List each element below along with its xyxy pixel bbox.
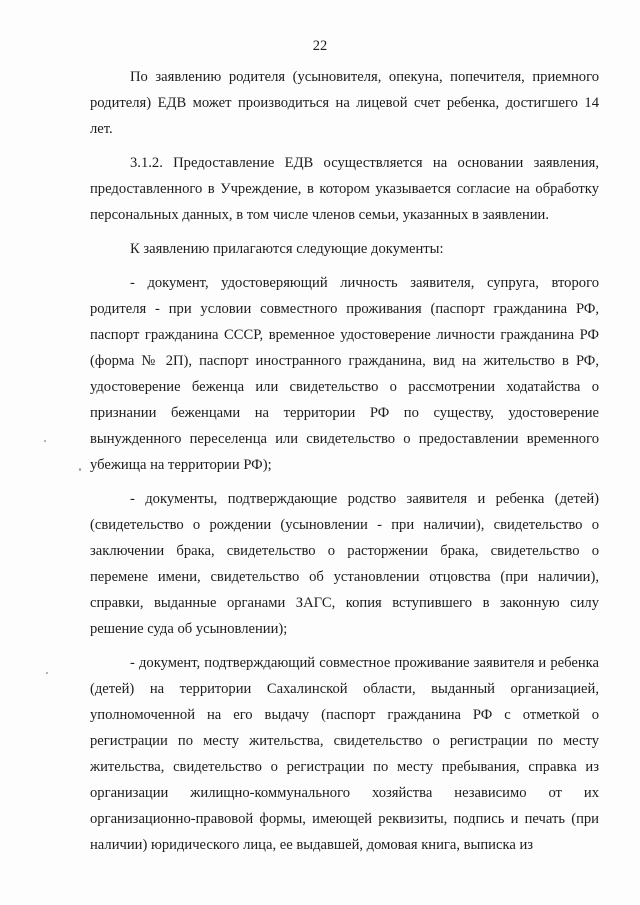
body-text	[90, 64, 599, 858]
paragraph-clause-3-1-2: 3.1.2. Предоставление ЕДВ осуществляется на основании заявления, предоставленного в Учреждение, в котором указывается согласие на обработку персональных данных, в том числе членов семьи, указанных в заявлении.	[90, 155, 599, 223]
paragraph-attachments-intro: К заявлению прилагаются следующие документы:	[130, 241, 444, 257]
paragraph-identity-document: - документ, удостоверяющий личность заявителя, супруга, второго родителя - при условии совместного проживания (паспорт гражданина РФ, паспорт гражданина СССР, временное удостоверение личности гражданина РФ (форма № 2П), паспорт иностранного гражданина, вид на жительство в РФ, удостоверение беженца или свидетельство о рассмотрении ходатайства о признании беженцами на территории РФ по существу, удостоверение вынужденного переселенца или свидетельство о предоставлении временного убежища на территории РФ);	[90, 275, 599, 473]
page-number: 22	[312, 38, 328, 54]
scan-speck	[46, 672, 48, 674]
paragraph-account: По заявлению родителя (усыновителя, опекуна, попечителя, приемного родителя) ЕДВ может производиться на лицевой счет ребенка, достигшего 14 лет.	[90, 69, 599, 137]
paragraph-cohabitation-document: - документ, подтверждающий совместное проживание заявителя и ребенка (детей) на территории Сахалинской области, выданный организацией, уполномоченной на его выдачу (паспорт гражданина РФ с отметкой о регистрации по месту жительства, свидетельство о регистрации по месту жительства, свидетельство о регистрации по месту пребывания, справка из организации жилищно-коммунального хозяйства независимо от их организационно-правовой формы, имеющей реквизиты, подпись и печать (при наличии) юридического лица, ее выдавшей, домовая книга, выписка из	[90, 655, 599, 853]
scan-speck	[79, 468, 81, 471]
scan-speck	[44, 440, 46, 442]
paragraph-kinship-documents: - документы, подтверждающие родство заявителя и ребенка (детей) (свидетельство о рождении (усыновлении - при наличии), свидетельство о заключении брака, свидетельство о расторжении брака, свидетельство о перемене имени, свидетельство об установлении отцовства (при наличии), справки, выданные органами ЗАГС, копия вступившего в законную силу решение суда об усыновлении);	[90, 491, 599, 637]
